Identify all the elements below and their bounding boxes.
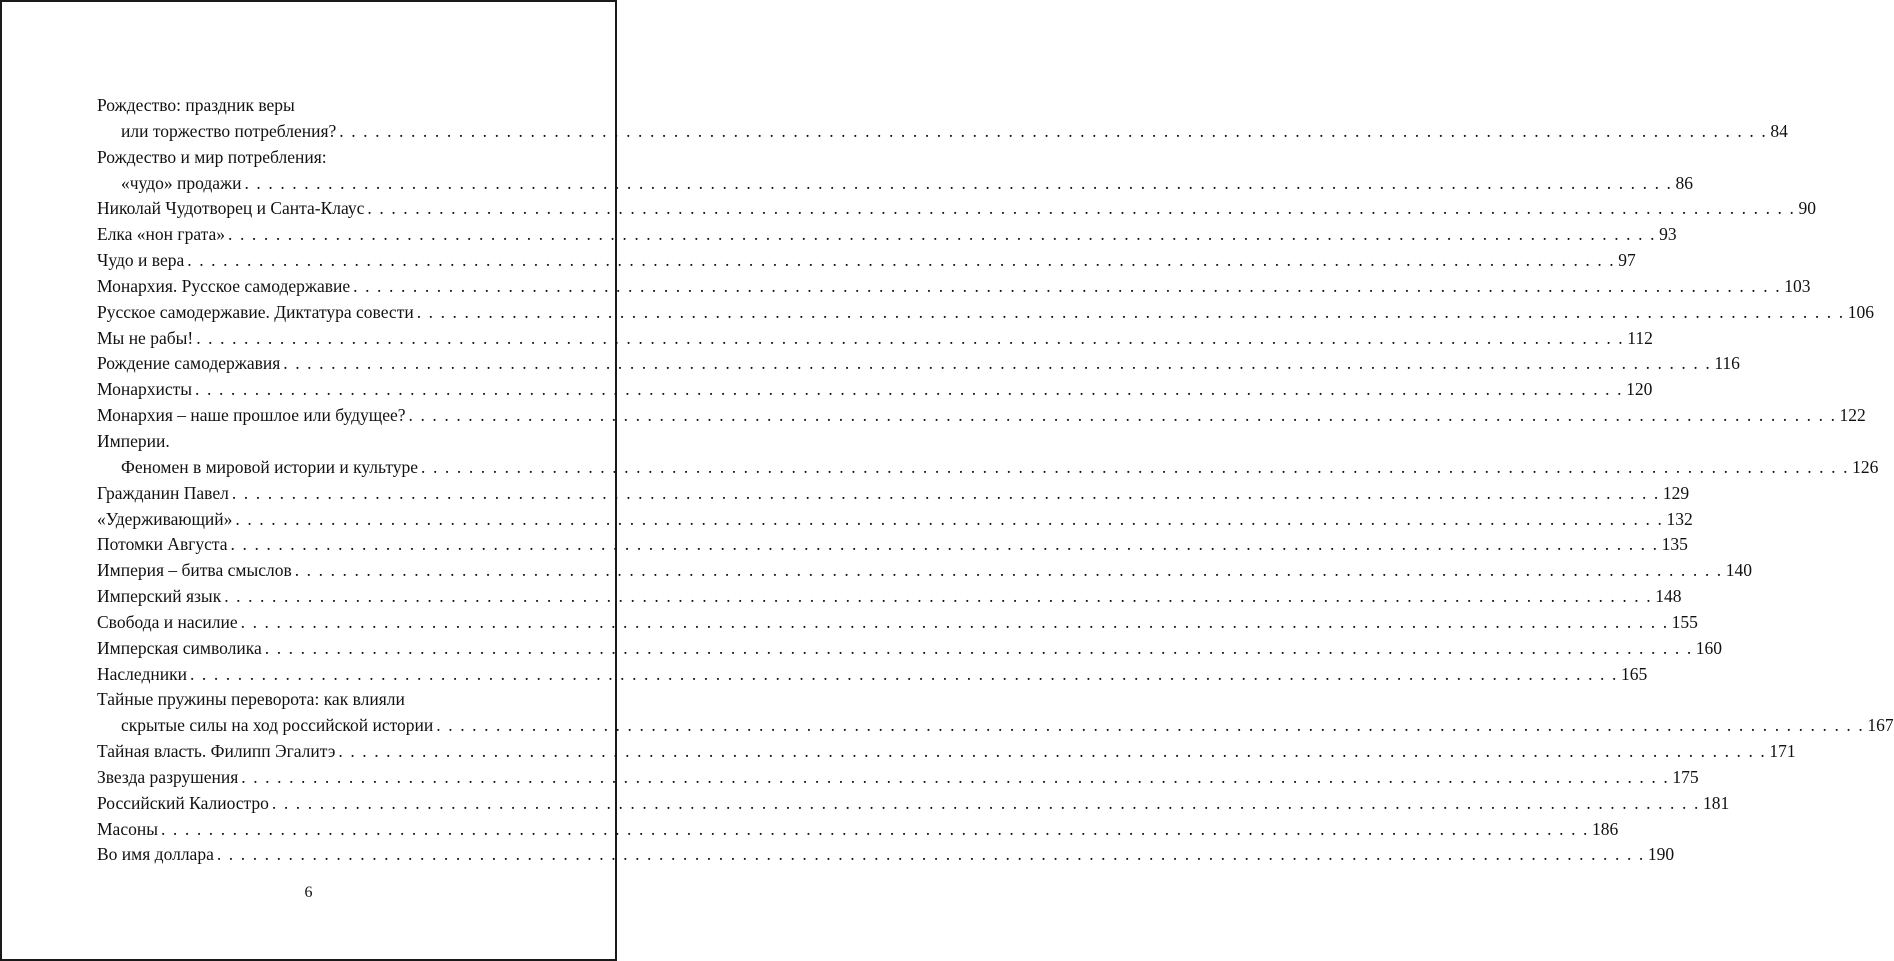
toc-entry-title: Свобода и насилие — [97, 611, 238, 632]
toc-entry — [97, 687, 1894, 739]
dot-leader: . . . . . . . . . . . . . . . . . . . . . . . . . . . . . . . . . . . . . . . . . . . . . . . . . . . . . . . . . . . . . . . . . . . . . . . . . . . . . . . . . . . . . . . . . . . . . . . . . . . . . . . . . . . . . . . . . . . . . . . . — [271, 792, 1700, 813]
dot-leader: . . . . . . . . . . . . . . . . . . . . . . . . . . . . . . . . . . . . . . . . . . . . . . . . . . . . . . . . . . . . . . . . . . . . . . . . . . . . . . . . . . . . . . . . . . . . . . . . . . . . . . . . . . . . . . . . . . . . . . . . — [189, 663, 1618, 684]
toc-entry-title: Монархисты — [97, 379, 193, 400]
toc-entry-title: Гражданин Павел — [97, 482, 229, 503]
dot-leader: . . . . . . . . . . . . . . . . . . . . . . . . . . . . . . . . . . . . . . . . . . . . . . . . . . . . . . . . . . . . . . . . . . . . . . . . . . . . . . . . . . . . . . . . . . . . . . . . . . . . . . . . . . . . . . . . . . . . . . . . — [196, 327, 1625, 348]
toc-line — [97, 481, 1690, 507]
toc-line — [97, 636, 1723, 662]
toc-entry-title: Во имя доллара — [97, 844, 214, 865]
toc-entry-title: Монархия. Русское самодержавие — [97, 275, 351, 296]
toc-entry-title: Российский Калиостро — [97, 792, 269, 813]
dot-leader: . . . . . . . . . . . . . . . . . . . . . . . . . . . . . . . . . . . . . . . . . . . . . . . . . . . . . . . . . . . . . . . . . . . . . . . . . . . . . . . . . . . . . . . . . . . . . . . . . . . . . . . . . . . . . . . . . . . . . . . . — [416, 301, 1845, 322]
toc-entry — [97, 351, 1740, 377]
toc-entry-title: Звезда разрушения — [97, 766, 239, 787]
dot-leader: . . . . . . . . . . . . . . . . . . . . . . . . . . . . . . . . . . . . . . . . . . . . . . . . . . . . . . . . . . . . . . . . . . . . . . . . . . . . . . . . . . . . . . . . . . . . . . . . . . . . . . . . . . . . . . . . . . . . . . . . — [240, 611, 1669, 632]
toc-entry — [97, 248, 1636, 274]
toc-entry-page: 135 — [1661, 534, 1688, 555]
toc-entry — [97, 765, 1699, 791]
toc-entry — [97, 145, 1693, 197]
toc-entry-page: 186 — [1592, 818, 1619, 839]
toc-entry — [97, 196, 1816, 222]
toc-entry — [97, 377, 1653, 403]
toc-entry-title: Масоны — [97, 818, 158, 839]
dot-leader: . . . . . . . . . . . . . . . . . . . . . . . . . . . . . . . . . . . . . . . . . . . . . . . . . . . . . . . . . . . . . . . . . . . . . . . . . . . . . . . . . . . . . . . . . . . . . . . . . . . . . . . . . . . . . . . . . . . . . . . . — [244, 172, 1673, 193]
dot-leader: . . . . . . . . . . . . . . . . . . . . . . . . . . . . . . . . . . . . . . . . . . . . . . . . . . . . . . . . . . . . . . . . . . . . . . . . . . . . . . . . . . . . . . . . . . . . . . . . . . . . . . . . . . . . . . . . . . . . . . . . — [338, 741, 1767, 762]
dot-leader: . . . . . . . . . . . . . . . . . . . . . . . . . . . . . . . . . . . . . . . . . . . . . . . . . . . . . . . . . . . . . . . . . . . . . . . . . . . . . . . . . . . . . . . . . . . . . . . . . . . . . . . . . . . . . . . . . . . . . . . . — [294, 560, 1723, 581]
toc-entry-title: скрытые силы на ход российской истории — [121, 715, 434, 736]
toc-entry — [97, 739, 1796, 765]
toc-line — [97, 145, 548, 171]
toc-line — [97, 196, 1816, 222]
toc-entry-page: 93 — [1659, 224, 1677, 245]
toc-line — [97, 222, 1677, 248]
dot-leader: . . . . . . . . . . . . . . . . . . . . . . . . . . . . . . . . . . . . . . . . . . . . . . . . . . . . . . . . . . . . . . . . . . . . . . . . . . . . . . . . . . . . . . . . . . . . . . . . . . . . . . . . . . . . . . . . . . . . . . . . — [231, 482, 1660, 503]
toc-entry-title: Наследники — [97, 663, 187, 684]
toc-entry-title: Русское самодержавие. Диктатура совести — [97, 301, 414, 322]
toc-entry — [97, 532, 1688, 558]
toc-entry-title: Потомки Августа — [97, 534, 228, 555]
toc-entry — [97, 817, 1619, 843]
toc-entry-page: 103 — [1784, 275, 1811, 296]
dot-leader: . . . . . . . . . . . . . . . . . . . . . . . . . . . . . . . . . . . . . . . . . . . . . . . . . . . . . . . . . . . . . . . . . . . . . . . . . . . . . . . . . . . . . . . . . . . . . . . . . . . . . . . . . . . . . . . . . . . . . . . . — [367, 198, 1796, 219]
dot-leader: . . . . . . . . . . . . . . . . . . . . . . . . . . . . . . . . . . . . . . . . . . . . . . . . . . . . . . . . . . . . . . . . . . . . . . . . . . . . . . . . . . . . . . . . . . . . . . . . . . . . . . . . . . . . . . . . . . . . . . . . — [224, 586, 1653, 607]
toc-line — [97, 248, 1636, 274]
toc-entry — [97, 429, 1879, 481]
table-of-contents — [97, 93, 1894, 868]
toc-line — [97, 765, 1699, 791]
toc-entry-page: 160 — [1695, 637, 1723, 658]
toc-entry-page: 132 — [1666, 508, 1693, 529]
toc-line — [97, 842, 1675, 868]
toc-entry — [97, 584, 1682, 610]
dot-leader: . . . . . . . . . . . . . . . . . . . . . . . . . . . . . . . . . . . . . . . . . . . . . . . . . . . . . . . . . . . . . . . . . . . . . . . . . . . . . . . . . . . . . . . . . . . . . . . . . . . . . . . . . . . . . . . . . . . . . . . . — [241, 766, 1670, 787]
dot-leader: . . . . . . . . . . . . . . . . . . . . . . . . . . . . . . . . . . . . . . . . . . . . . . . . . . . . . . . . . . . . . . . . . . . . . . . . . . . . . . . . . . . . . . . . . . . . . . . . . . . . . . . . . . . . . . . . . . . . . . . . — [230, 534, 1659, 555]
toc-entry-page: 175 — [1672, 766, 1699, 787]
toc-line — [97, 584, 1682, 610]
toc-entry-page: 86 — [1675, 172, 1693, 193]
toc-line — [97, 558, 1752, 584]
toc-entry-page: 171 — [1769, 741, 1796, 762]
dot-leader: . . . . . . . . . . . . . . . . . . . . . . . . . . . . . . . . . . . . . . . . . . . . . . . . . . . . . . . . . . . . . . . . . . . . . . . . . . . . . . . . . . . . . . . . . . . . . . . . . . . . . . . . . . . . . . . . . . . . . . . . — [187, 250, 1616, 271]
toc-entry — [97, 222, 1677, 248]
dot-leader: . . . . . . . . . . . . . . . . . . . . . . . . . . . . . . . . . . . . . . . . . . . . . . . . . . . . . . . . . . . . . . . . . . . . . . . . . . . . . . . . . . . . . . . . . . . . . . . . . . . . . . . . . . . . . . . . . . . . . . . . — [264, 637, 1693, 658]
toc-entry — [97, 558, 1752, 584]
toc-entry — [97, 481, 1690, 507]
dot-leader: . . . . . . . . . . . . . . . . . . . . . . . . . . . . . . . . . . . . . . . . . . . . . . . . . . . . . . . . . . . . . . . . . . . . . . . . . . . . . . . . . . . . . . . . . . . . . . . . . . . . . . . . . . . . . . . . . . . . . . . . — [436, 715, 1865, 736]
toc-entry-title: Николай Чудотворец и Санта-Клаус — [97, 198, 365, 219]
dot-leader: . . . . . . . . . . . . . . . . . . . . . . . . . . . . . . . . . . . . . . . . . . . . . . . . . . . . . . . . . . . . . . . . . . . . . . . . . . . . . . . . . . . . . . . . . . . . . . . . . . . . . . . . . . . . . . . . . . . . . . . . — [228, 224, 1657, 245]
toc-entry-title: Мы не рабы! — [97, 327, 194, 348]
toc-entry-title: Рождество и мир потребления: — [97, 146, 327, 167]
toc-entry-title: Тайная власть. Филипп Эгалитэ — [97, 741, 336, 762]
dot-leader: . . . . . . . . . . . . . . . . . . . . . . . . . . . . . . . . . . . . . . . . . . . . . . . . . . . . . . . . . . . . . . . . . . . . . . . . . . . . . . . . . . . . . . . . . . . . . . . . . . . . . . . . . . . . . . . . . . . . . . . . — [408, 405, 1837, 426]
toc-entry — [97, 274, 1811, 300]
toc-entry-page: 122 — [1839, 405, 1866, 426]
toc-entry-title: Имперский язык — [97, 586, 222, 607]
toc-entry-page: 129 — [1662, 482, 1690, 503]
toc-entry-title: «чудо» продажи — [121, 172, 242, 193]
toc-entry — [97, 610, 1698, 636]
toc-line — [97, 429, 548, 455]
toc-entry — [97, 636, 1723, 662]
page-number: 6 — [304, 884, 313, 901]
toc-line — [97, 326, 1653, 352]
toc-entry-page: 165 — [1620, 663, 1648, 684]
toc-entry-title: Империя – битва смыслов — [97, 560, 292, 581]
toc-entry — [97, 791, 1730, 817]
toc-line — [97, 455, 1879, 481]
toc-entry-page: 90 — [1798, 198, 1816, 219]
toc-line — [97, 119, 1788, 145]
toc-entry-page: 148 — [1655, 586, 1682, 607]
dot-leader: . . . . . . . . . . . . . . . . . . . . . . . . . . . . . . . . . . . . . . . . . . . . . . . . . . . . . . . . . . . . . . . . . . . . . . . . . . . . . . . . . . . . . . . . . . . . . . . . . . . . . . . . . . . . . . . . . . . . . . . . — [160, 818, 1589, 839]
dot-leader: . . . . . . . . . . . . . . . . . . . . . . . . . . . . . . . . . . . . . . . . . . . . . . . . . . . . . . . . . . . . . . . . . . . . . . . . . . . . . . . . . . . . . . . . . . . . . . . . . . . . . . . . . . . . . . . . . . . . . . . . — [283, 353, 1712, 374]
toc-line — [97, 403, 1866, 429]
toc-entry-title: Чудо и вера — [97, 250, 185, 271]
toc-line — [97, 791, 1730, 817]
toc-line — [97, 93, 548, 119]
toc-line — [97, 351, 1740, 377]
toc-line — [97, 507, 1693, 533]
toc-line — [97, 377, 1653, 403]
toc-line — [97, 713, 1894, 739]
toc-entry-title: Рождение самодержавия — [97, 353, 281, 374]
toc-entry-page: 116 — [1714, 353, 1740, 374]
toc-line — [97, 532, 1688, 558]
dot-leader: . . . . . . . . . . . . . . . . . . . . . . . . . . . . . . . . . . . . . . . . . . . . . . . . . . . . . . . . . . . . . . . . . . . . . . . . . . . . . . . . . . . . . . . . . . . . . . . . . . . . . . . . . . . . . . . . . . . . . . . . — [216, 844, 1645, 865]
toc-line — [97, 171, 1693, 197]
toc-entry-title: Тайные пружины переворота: как влияли — [97, 689, 405, 710]
toc-entry — [97, 326, 1653, 352]
toc-entry — [97, 93, 1788, 145]
dot-leader: . . . . . . . . . . . . . . . . . . . . . . . . . . . . . . . . . . . . . . . . . . . . . . . . . . . . . . . . . . . . . . . . . . . . . . . . . . . . . . . . . . . . . . . . . . . . . . . . . . . . . . . . . . . . . . . . . . . . . . . . — [421, 456, 1850, 477]
toc-line — [97, 610, 1698, 636]
toc-entry-title: Феномен в мировой истории и культуре — [121, 456, 419, 477]
toc-line — [97, 739, 1796, 765]
toc-entry — [97, 842, 1675, 868]
toc-entry — [97, 507, 1693, 533]
toc-line — [97, 662, 1648, 688]
toc-line — [97, 687, 548, 713]
toc-entry-title: Рождество: праздник веры — [97, 95, 295, 115]
dot-leader: . . . . . . . . . . . . . . . . . . . . . . . . . . . . . . . . . . . . . . . . . . . . . . . . . . . . . . . . . . . . . . . . . . . . . . . . . . . . . . . . . . . . . . . . . . . . . . . . . . . . . . . . . . . . . . . . . . . . . . . . — [195, 379, 1624, 400]
toc-entry-title: Монархия – наше прошлое или будущее? — [97, 405, 406, 426]
toc-entry-title: Имперская символика — [97, 637, 262, 658]
toc-entry — [97, 300, 1874, 326]
dot-leader: . . . . . . . . . . . . . . . . . . . . . . . . . . . . . . . . . . . . . . . . . . . . . . . . . . . . . . . . . . . . . . . . . . . . . . . . . . . . . . . . . . . . . . . . . . . . . . . . . . . . . . . . . . . . . . . . . . . . . . . . — [339, 120, 1768, 141]
toc-line — [97, 817, 1619, 843]
toc-entry-page: 112 — [1627, 327, 1653, 348]
toc-entry — [97, 403, 1866, 429]
dot-leader: . . . . . . . . . . . . . . . . . . . . . . . . . . . . . . . . . . . . . . . . . . . . . . . . . . . . . . . . . . . . . . . . . . . . . . . . . . . . . . . . . . . . . . . . . . . . . . . . . . . . . . . . . . . . . . . . . . . . . . . . — [235, 508, 1664, 529]
toc-entry-page: 126 — [1852, 456, 1879, 477]
toc-entry-title: или торжество потребления? — [121, 120, 337, 141]
toc-entry-page: 155 — [1671, 611, 1698, 632]
toc-entry-page: 97 — [1618, 250, 1636, 271]
dot-leader: . . . . . . . . . . . . . . . . . . . . . . . . . . . . . . . . . . . . . . . . . . . . . . . . . . . . . . . . . . . . . . . . . . . . . . . . . . . . . . . . . . . . . . . . . . . . . . . . . . . . . . . . . . . . . . . . . . . . . . . . — [353, 275, 1782, 296]
toc-entry-title: «Удерживающий» — [97, 508, 233, 529]
toc-line — [97, 274, 1811, 300]
toc-entry — [97, 662, 1648, 688]
toc-entry-page: 181 — [1702, 792, 1730, 813]
toc-entry-page: 84 — [1770, 120, 1788, 141]
toc-entry-title: Елка «нон грата» — [97, 224, 226, 245]
toc-entry-page: 140 — [1725, 560, 1752, 581]
toc-entry-page: 120 — [1626, 379, 1653, 400]
toc-entry-page: 167 — [1867, 715, 1894, 736]
toc-entry-page: 190 — [1647, 844, 1675, 865]
toc-entry-title: Империи. — [97, 430, 170, 451]
toc-line — [97, 300, 1874, 326]
toc-entry-page: 106 — [1847, 301, 1874, 322]
